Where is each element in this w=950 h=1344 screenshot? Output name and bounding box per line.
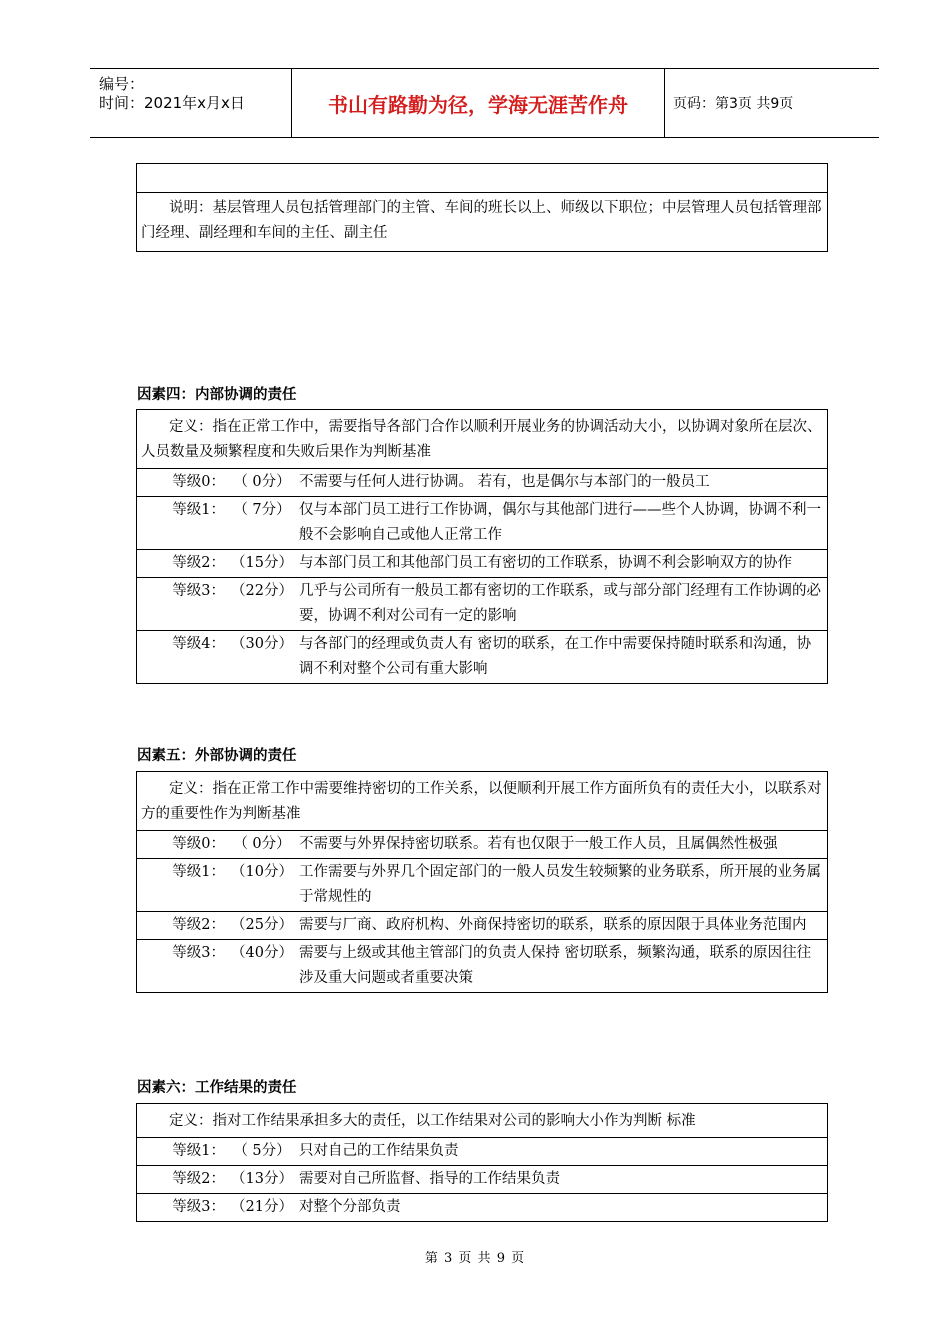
level-label: 等级1：: [172, 1143, 225, 1159]
factor5-definition: 定义：指在正常工作中需要维持密切的工作关系，以便顺利开展工作方面所负有的责任大小，以联系对方的重要性作为判断基准: [141, 781, 822, 822]
level-label: 等级4：: [172, 636, 225, 652]
table-row: [137, 631, 827, 683]
level-description: 与本部门员工和其他部门员工有密切的工作联系，协调不利会影响双方的协作: [299, 555, 792, 571]
level-label: 等级2：: [172, 917, 225, 933]
table-row: [137, 831, 827, 859]
factor5-title: 因素五：外部协调的责任: [137, 748, 297, 764]
factor6-title: 因素六：工作结果的责任: [137, 1080, 297, 1096]
level-points: （ 5分）: [233, 1143, 291, 1159]
level-description: 不需要与外界保持密切联系。若有也仅限于一般工作人员，且属偶然性极强: [299, 836, 778, 852]
factor5-definition-row: [137, 772, 827, 831]
table-row: [137, 1166, 827, 1194]
factor4-table: [136, 409, 828, 684]
level-points: （13分）: [231, 1171, 293, 1187]
note-text: 说明：基层管理人员包括管理部门的主管、车间的班长以上、师级以下职位；中层管理人员包括管理部门经理、副经理和车间的主任、副主任: [141, 200, 822, 241]
factor6-table: [136, 1103, 828, 1222]
table-row: [137, 912, 827, 940]
table-row: [137, 550, 827, 578]
level-label: 等级2：: [172, 555, 225, 571]
factor4-definition-row: [137, 410, 827, 469]
factor6-definition: 定义：指对工作结果承担多大的责任，以工作结果对公司的影响大小作为判断 标准: [169, 1113, 696, 1129]
level-points: （25分）: [231, 917, 293, 933]
level-label: 等级3：: [172, 1199, 225, 1215]
note-box: [136, 163, 828, 252]
level-points: （40分）: [231, 945, 293, 961]
factor5-table: [136, 771, 828, 993]
note-text-container: [137, 193, 827, 246]
level-description: 与各部门的经理或负责人有 密切的联系，在工作中需要保持随时联系和沟通，协调不利对整个公司有重大影响: [299, 636, 812, 677]
header-meta: [90, 69, 292, 137]
level-label: 等级1：: [172, 864, 225, 880]
level-label: 等级1：: [172, 502, 225, 518]
factor4-definition: 定义：指在正常工作中，需要指导各部门合作以顺利开展业务的协调活动大小，以协调对象所在层次、人员数量及频繁程度和失败后果作为判断基准: [141, 419, 822, 460]
level-label: 等级0：: [172, 836, 225, 852]
time-label: 时间：2021年x月x日: [99, 94, 245, 112]
level-points: （22分）: [231, 583, 293, 599]
table-row: [137, 1138, 827, 1166]
level-label: 等级2：: [172, 1171, 225, 1187]
level-description: 需要对自己所监督、指导的工作结果负责: [299, 1171, 560, 1187]
number-label: 编号：: [99, 75, 145, 93]
level-description: 仅与本部门员工进行工作协调，偶尔与其他部门进行——些个人协调，协调不利一般不会影响自己或他人正常工作: [299, 502, 821, 543]
level-points: （15分）: [231, 555, 293, 571]
level-description: 工作需要与外界几个固定部门的一般人员发生较频繁的业务联系，所开展的业务属于常规性的: [299, 864, 821, 905]
level-points: （ 7分）: [233, 502, 291, 518]
page-header: [90, 68, 879, 138]
table-row: [137, 469, 827, 497]
level-label: 等级3：: [172, 945, 225, 961]
level-points: （30分）: [231, 636, 293, 652]
level-description: 需要与厂商、政府机构、外商保持密切的联系，联系的原因限于具体业务范围内: [299, 917, 807, 933]
level-description: 需要与上级或其他主管部门的负责人保持 密切联系，频繁沟通，联系的原因往往涉及重大问题或者重要决策: [299, 945, 812, 986]
table-row: [137, 497, 827, 550]
level-points: （10分）: [231, 864, 293, 880]
header-motto: 书山有路勤为径，学海无涯苦作舟: [292, 69, 665, 137]
level-points: （ 0分）: [233, 836, 291, 852]
level-label: 等级3：: [172, 583, 225, 599]
table-row: [137, 940, 827, 992]
page-number-label: 页码：第3页 共9页: [673, 96, 794, 112]
level-points: （ 0分）: [233, 474, 291, 490]
note-empty-row: [137, 164, 827, 193]
table-row: [137, 859, 827, 912]
table-row: [137, 1194, 827, 1221]
table-row: [137, 578, 827, 631]
level-description: 不需要与任何人进行协调。 若有，也是偶尔与本部门的一般员工: [299, 474, 710, 490]
level-label: 等级0：: [172, 474, 225, 490]
level-description: 几乎与公司所有一般员工都有密切的工作联系，或与部分部门经理有工作协调的必要，协调不利对公司有一定的影响: [299, 583, 821, 624]
level-description: 对整个分部负责: [299, 1199, 401, 1215]
factor4-title: 因素四：内部协调的责任: [137, 387, 297, 403]
level-points: （21分）: [231, 1199, 293, 1215]
page-footer: 第 3 页 共 9 页: [424, 1251, 526, 1266]
level-description: 只对自己的工作结果负责: [299, 1143, 459, 1159]
factor6-definition-row: [137, 1104, 827, 1138]
